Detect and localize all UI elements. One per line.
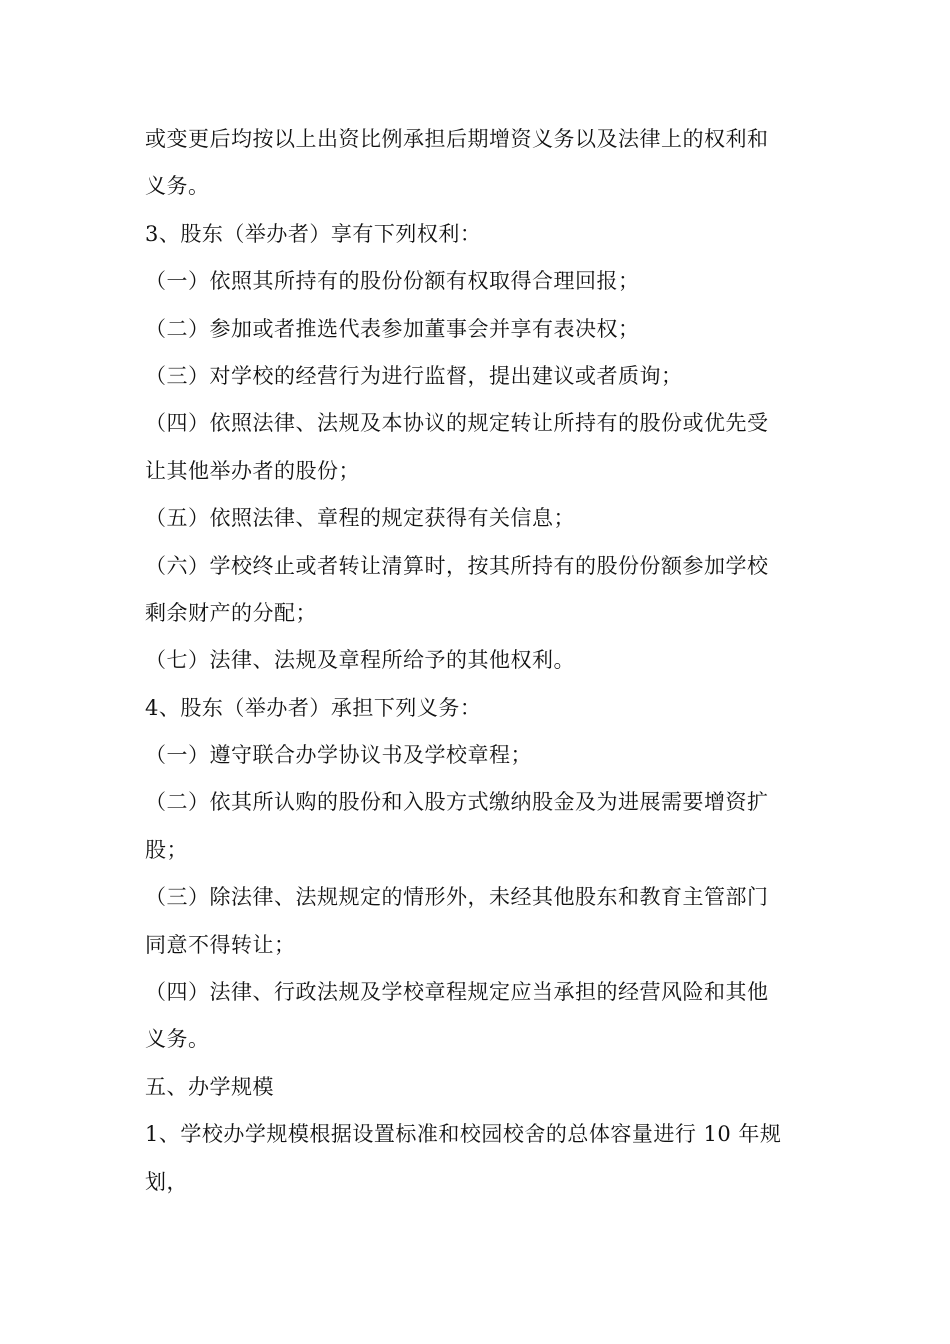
list-item: （三）除法律、法规规定的情形外，未经其他股东和教育主管部门 — [145, 885, 769, 910]
list-item: （二）依其所认购的股份和入股方式缴纳股金及为进展需要增资扩 — [145, 790, 769, 815]
text-line: 让其他举办者的股份； — [145, 458, 360, 483]
text-line: 划， — [145, 1169, 188, 1194]
list-item: （二）参加或者推选代表参加董事会并享有表决权； — [145, 316, 640, 341]
text-line: 1、学校办学规模根据设置标准和校园校舍的总体容量进行 10 年规 — [145, 1122, 782, 1147]
list-item: （七）法律、法规及章程所给予的其他权利。 — [145, 648, 575, 673]
section-heading: 4、股东（举办者）承担下列义务： — [145, 695, 482, 720]
text-line: 同意不得转让； — [145, 932, 296, 957]
list-item: （六）学校终止或者转让清算时，按其所持有的股份份额参加学校 — [145, 553, 769, 578]
list-item: （四）依照法律、法规及本协议的规定转让所持有的股份或优先受 — [145, 411, 769, 436]
text-line: 剩余财产的分配； — [145, 600, 317, 625]
list-item: （五）依照法律、章程的规定获得有关信息； — [145, 506, 575, 531]
text-line: 股； — [145, 837, 188, 862]
section-heading: 3、股东（举办者）享有下列权利： — [145, 221, 482, 246]
list-item: （三）对学校的经营行为进行监督，提出建议或者质询； — [145, 363, 683, 388]
chapter-heading: 五、办学规模 — [145, 1074, 274, 1099]
text-line: 或变更后均按以上出资比例承担后期增资义务以及法律上的权利和 — [145, 127, 769, 151]
list-item: （一）遵守联合办学协议书及学校章程； — [145, 743, 532, 768]
text-line: 义务。 — [145, 1027, 210, 1052]
list-item: （四）法律、行政法规及学校章程规定应当承担的经营风险和其他 — [145, 980, 769, 1005]
document-body — [145, 116, 815, 1206]
list-item: （一）依照其所持有的股份份额有权取得合理回报； — [145, 269, 640, 294]
text-line: 义务。 — [145, 174, 210, 199]
